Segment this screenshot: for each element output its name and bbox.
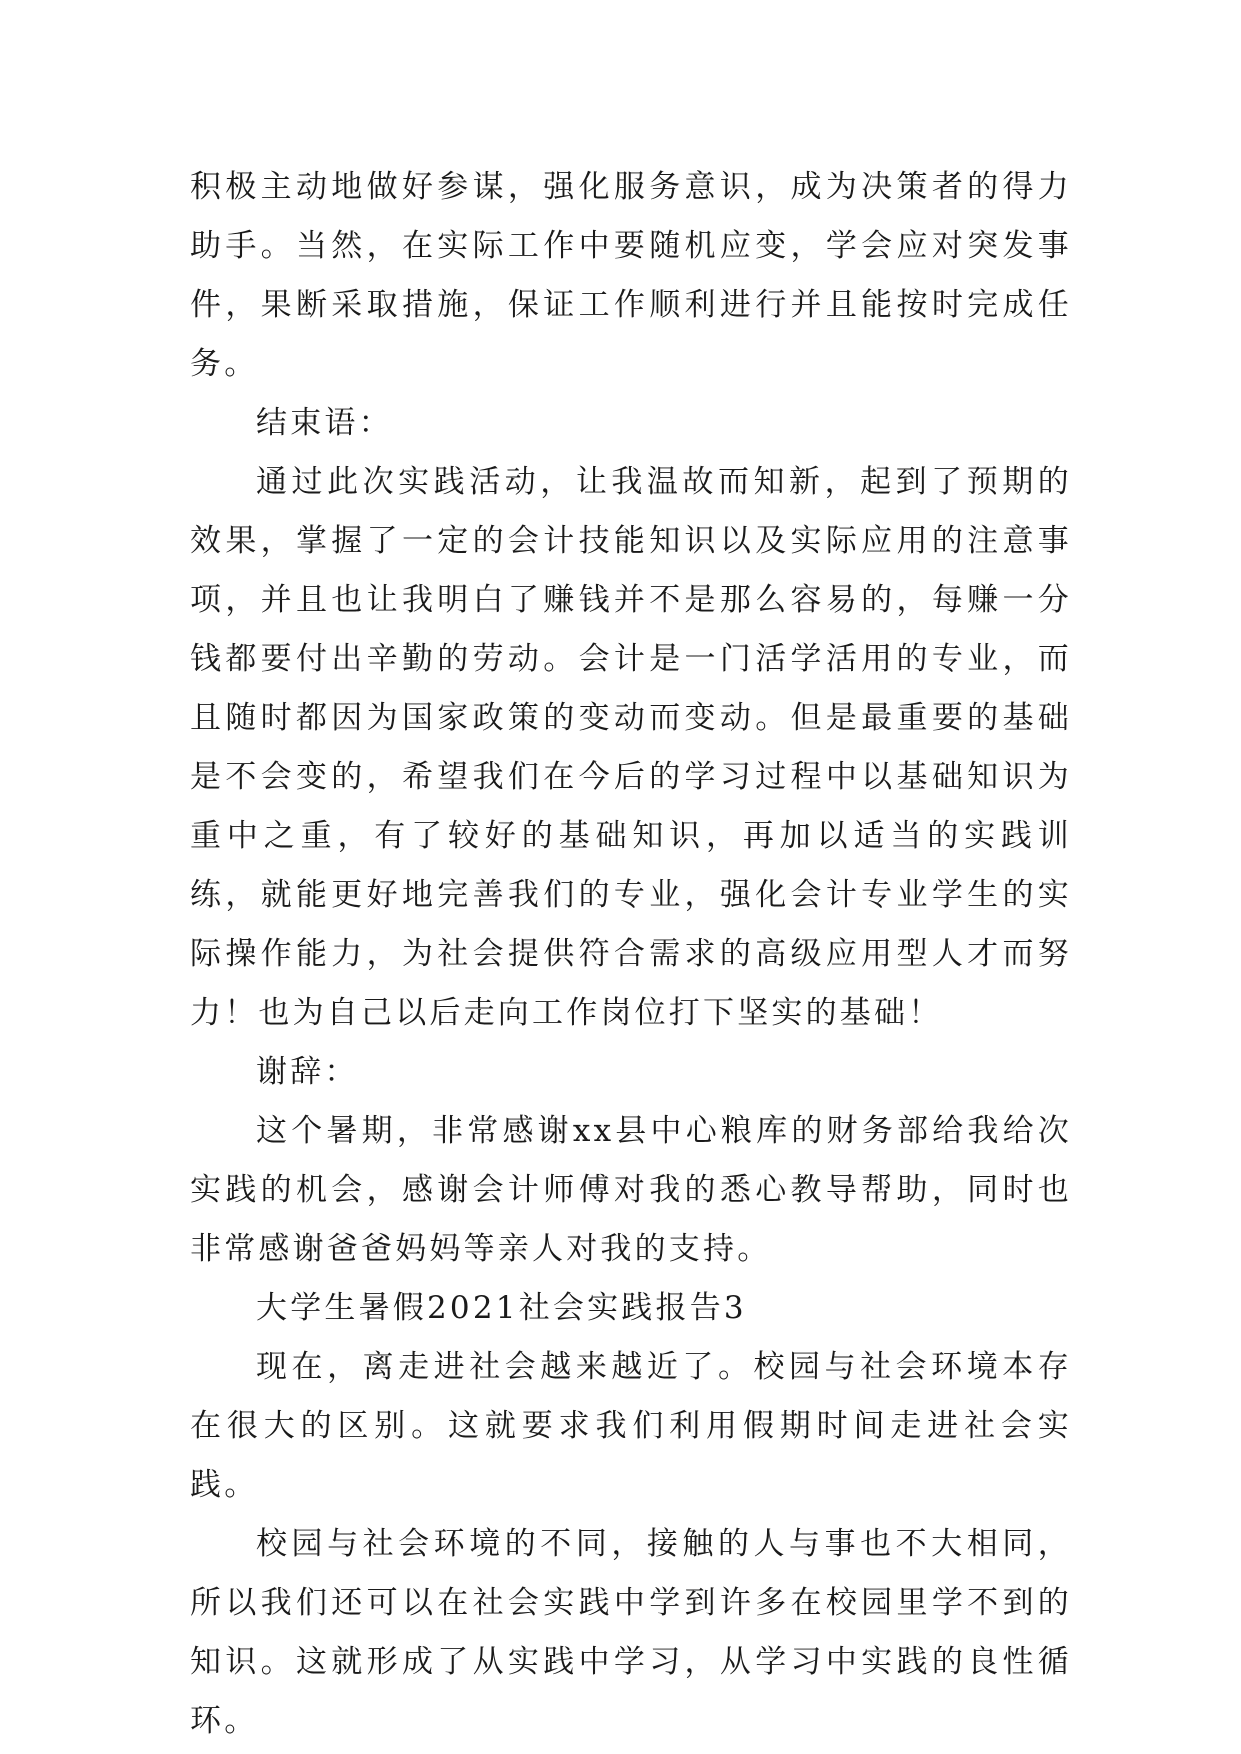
paragraph-report-body: 校园与社会环境的不同，接触的人与事也不大相同，所以我们还可以在社会实践中学到许多在校园里学不到的知识。这就形成了从实践中学习，从学习中实践的良性循环。: [190, 1526, 1072, 1739]
document-page: [190, 158, 1072, 1751]
heading-acknowledgements: 谢辞：: [256, 1054, 359, 1090]
report-title: 大学生暑假2021社会实践报告3: [256, 1290, 747, 1326]
paragraph-continuation: 积极主动地做好参谋，强化服务意识，成为决策者的得力助手。当然，在实际工作中要随机应变，学会应对突发事件，果断采取措施，保证工作顺利进行并且能按时完成任务。: [190, 169, 1072, 382]
paragraph-report-intro: 现在，离走进社会越来越近了。校园与社会环境本存在很大的区别。这就要求我们利用假期时间走进社会实践。: [190, 1349, 1072, 1503]
paragraph-acknowledgements: 这个暑期，非常感谢xx县中心粮库的财务部给我给次实践的机会，感谢会计师傅对我的悉心教导帮助，同时也非常感谢爸爸妈妈等亲人对我的支持。: [190, 1113, 1072, 1267]
heading-conclusion: 结束语：: [256, 405, 393, 441]
paragraph-conclusion: 通过此次实践活动，让我温故而知新，起到了预期的效果，掌握了一定的会计技能知识以及实际应用的注意事项，并且也让我明白了赚钱并不是那么容易的，每赚一分钱都要付出辛勤的劳动。会计是一门活学活用的专业，而且随时都因为国家政策的变动而变动。但是最重要的基础是不会变的，希望我们在今后的学习过程中以基础知识为重中之重，有了较好的基础知识，再加以适当的实践训练，就能更好地完善我们的专业，强化会计专业学生的实际操作能力，为社会提供符合需求的高级应用型人才而努力！也为自己以后走向工作岗位打下坚实的基础！: [190, 464, 1072, 1031]
